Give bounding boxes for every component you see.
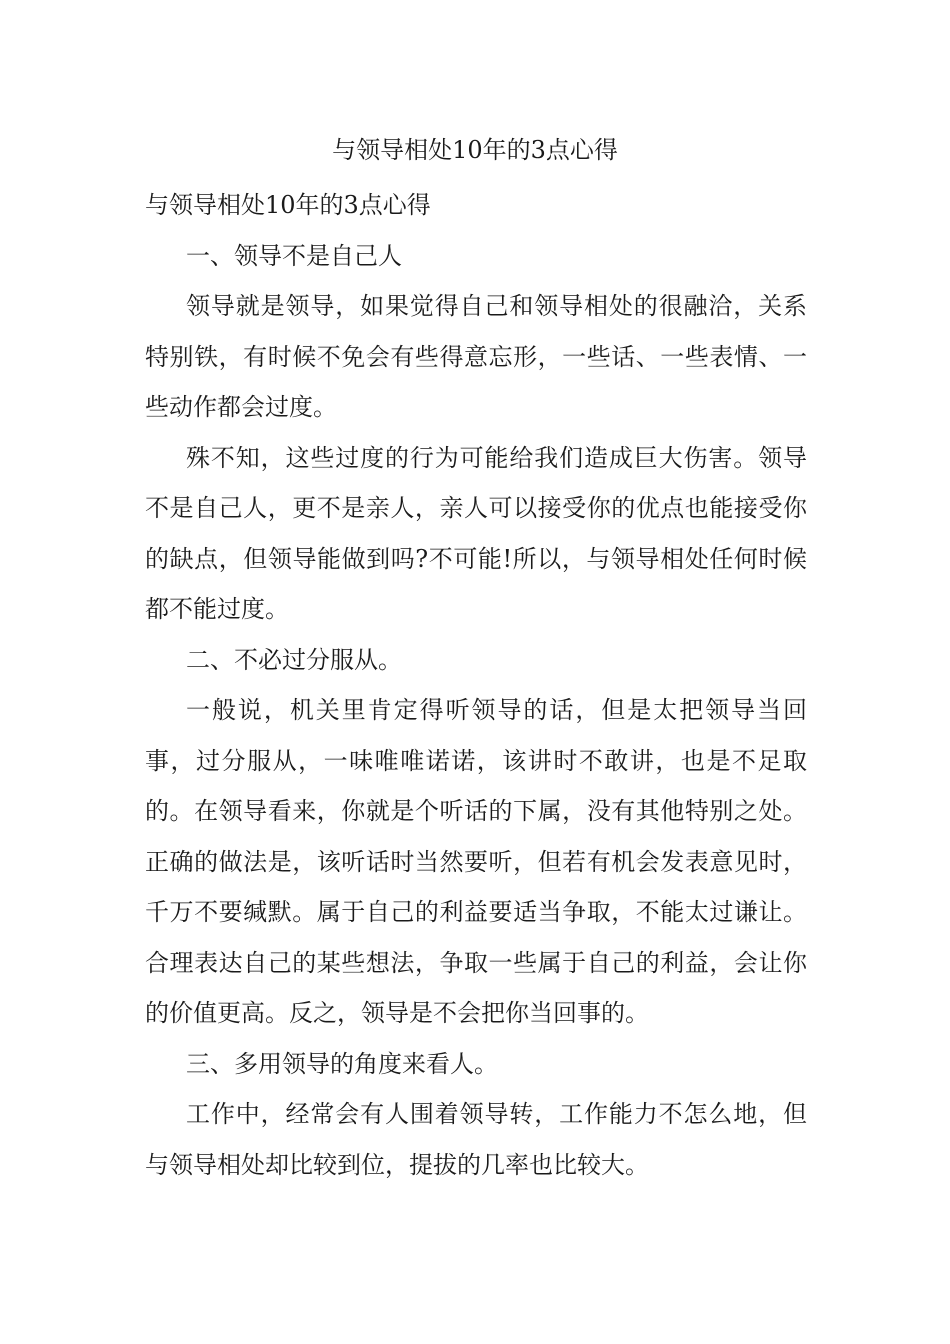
paragraph-2: 殊不知，这些过度的行为可能给我们造成巨大伤害。领导不是自己人，更不是亲人，亲人可以接受你的优点也能接受你的缺点，但领导能做到吗?不可能!所以，与领导相处任何时候都不能过度。: [145, 443, 807, 623]
section-heading-1: 一、领导不是自己人: [186, 241, 402, 270]
paragraph-1: 领导就是领导，如果觉得自己和领导相处的很融洽，关系特别铁，有时候不免会有些得意忘形，一些话、一些表情、一些动作都会过度。: [145, 292, 807, 421]
section-heading-3: 三、多用领导的角度来看人。: [186, 1049, 498, 1078]
paragraph-3: 一般说，机关里肯定得听领导的话，但是太把领导当回事，过分服从，一味唯唯诺诺，该讲时不敢讲，也是不足取的。在领导看来，你就是个听话的下属，没有其他特别之处。正确的做法是，该听话时当然要听，但若有机会发表意见时，千万不要缄默。属于自己的利益要适当争取，不能太过谦让。合理表达自己的某些想法，争取一些属于自己的利益，会让你的价值更高。反之，领导是不会把你当回事的。: [145, 696, 807, 1027]
document-body: [145, 180, 807, 1190]
section-heading-2: 二、不必过分服从。: [186, 645, 402, 674]
paragraph-4: 工作中，经常会有人围着领导转，工作能力不怎么地，但与领导相处却比较到位，提拔的几率也比较大。: [145, 1100, 807, 1179]
document-subtitle: 与领导相处10年的3点心得: [145, 191, 431, 219]
document-title: 与领导相处10年的3点心得: [332, 136, 618, 164]
